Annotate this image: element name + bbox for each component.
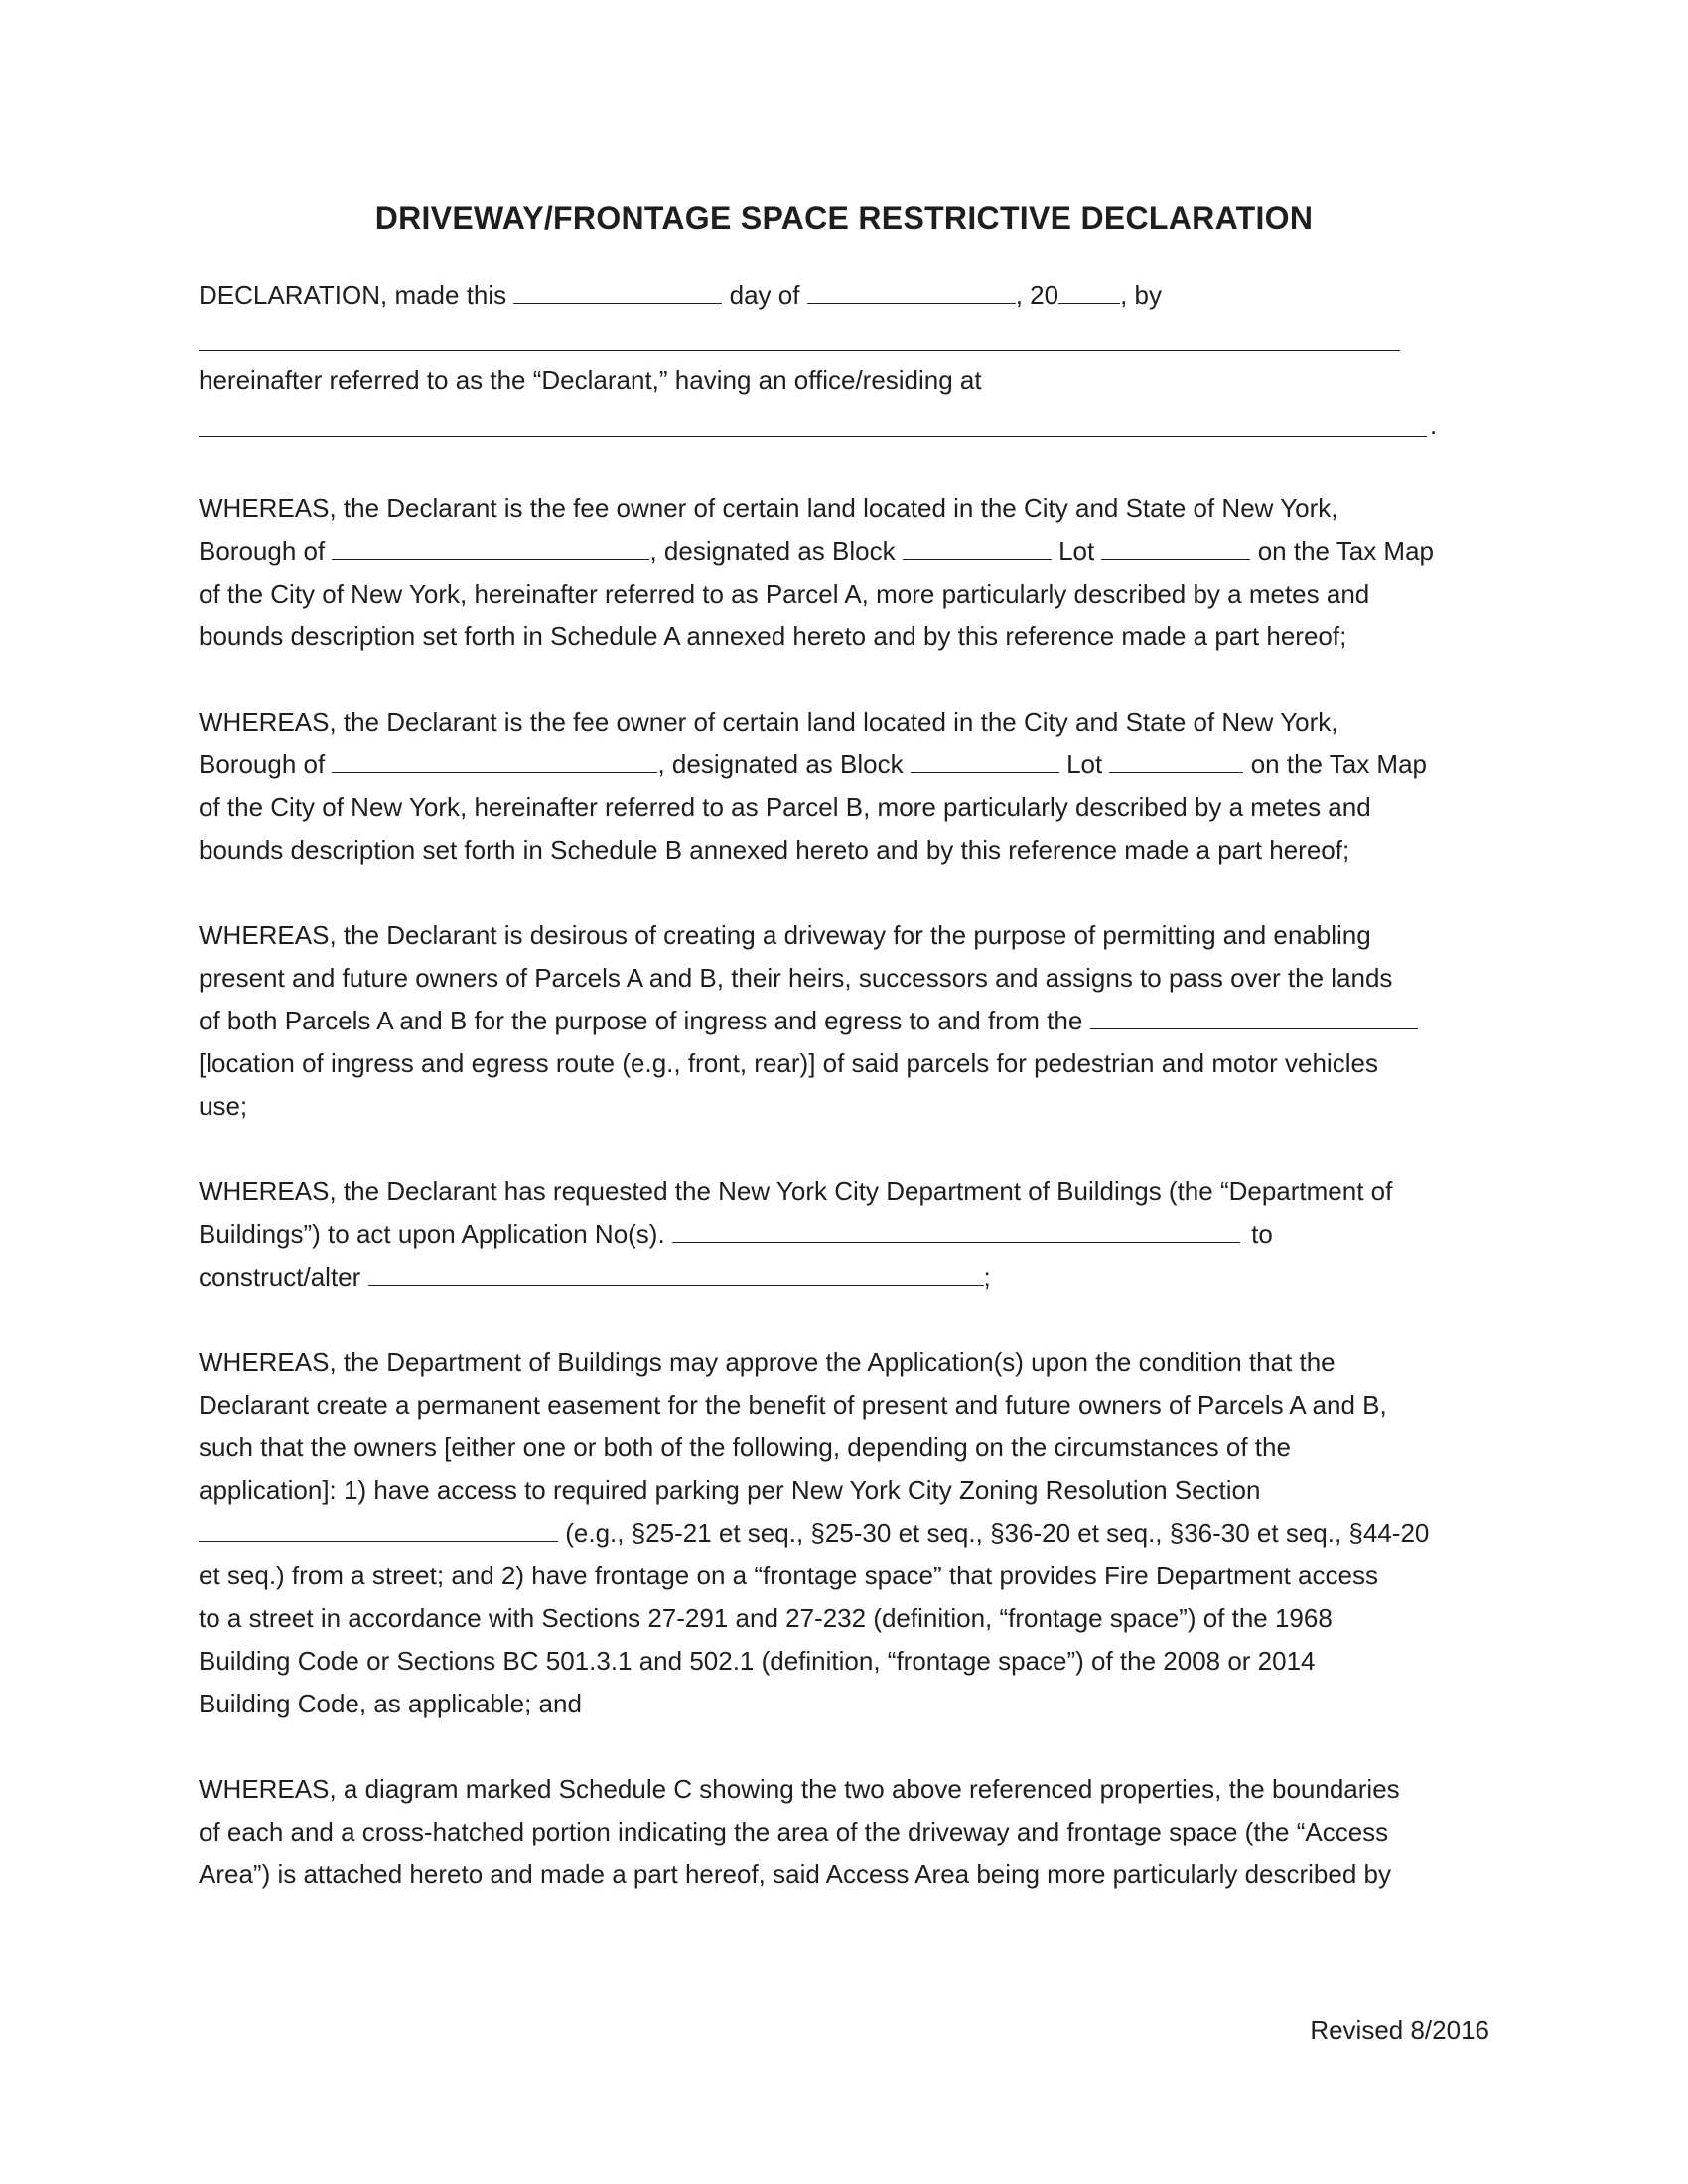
construct-alter-label: construct/alter bbox=[199, 1262, 361, 1292]
month-blank[interactable] bbox=[807, 281, 1016, 304]
application-line-2 bbox=[199, 1213, 1489, 1256]
construct-alter-blank[interactable] bbox=[368, 1263, 984, 1286]
declarant-name-blank[interactable] bbox=[199, 317, 1489, 359]
parcel-b-line-1: WHEREAS, the Declarant is the fee owner of certain land located in the City and State of New York, bbox=[199, 707, 1338, 737]
parcel-b-line-2 bbox=[199, 744, 1489, 786]
parcel-a-tax-map-label: on the Tax Map bbox=[1257, 536, 1435, 566]
approval-line-5-text: (e.g., §25-21 et seq., §25-30 et seq., §36-20 et seq., §36-30 et seq., §44-20 bbox=[565, 1518, 1430, 1548]
approval-line-6: et seq.) from a street; and 2) have frontage on a “frontage space” that provides Fire Department access bbox=[199, 1561, 1378, 1590]
year-blank[interactable] bbox=[1058, 281, 1120, 304]
approval-line-7: to a street in accordance with Sections 27-291 and 27-232 (definition, “frontage space”) of the 1968 bbox=[199, 1603, 1333, 1633]
approval-line-9: Building Code, as applicable; and bbox=[199, 1689, 582, 1718]
intro-day-of: day of bbox=[729, 280, 800, 310]
parcel-a-line-2 bbox=[199, 530, 1489, 573]
application-paragraph bbox=[199, 1170, 1489, 1298]
parcel-b-lot-blank[interactable] bbox=[1109, 751, 1243, 773]
approval-line-4: application]: 1) have access to required parking per New York City Zoning Resolution Section bbox=[199, 1475, 1261, 1505]
approval-line-1: WHEREAS, the Department of Buildings may approve the Application(s) upon the condition that the bbox=[199, 1347, 1336, 1377]
parcel-b-block-blank[interactable] bbox=[911, 751, 1059, 773]
page-title: DRIVEWAY/FRONTAGE SPACE RESTRICTIVE DECLARATION bbox=[374, 201, 1314, 236]
driveway-line-4: [location of ingress and egress route (e.g., front, rear)] of said parcels for pedestrian and motor vehicles bbox=[199, 1048, 1378, 1078]
revision-date: Revised 8/2016 bbox=[1310, 2015, 1489, 2045]
parcel-a-borough-blank[interactable] bbox=[332, 537, 649, 560]
schedule-c-line-1: WHEREAS, a diagram marked Schedule C showing the two above referenced properties, the boundaries bbox=[199, 1774, 1400, 1804]
zoning-section-blank[interactable] bbox=[199, 1519, 558, 1542]
parcel-b-borough-blank[interactable] bbox=[332, 751, 657, 773]
driveway-line-1: WHEREAS, the Declarant is desirous of creating a driveway for the purpose of permitting and enabling bbox=[199, 920, 1371, 950]
parcel-a-line-4: bounds description set forth in Schedule A annexed hereto and by this reference made a part hereof; bbox=[199, 621, 1347, 651]
intro-line-3: hereinafter referred to as the “Declarant,” having an office/residing at bbox=[199, 365, 982, 395]
parcel-a-lot-label: Lot bbox=[1058, 536, 1095, 566]
application-number-blank[interactable] bbox=[672, 1220, 1240, 1243]
parcel-b-line-4: bounds description set forth in Schedule B annexed hereto and by this reference made a part hereof; bbox=[199, 835, 1350, 865]
parcel-b-tax-map-label: on the Tax Map bbox=[1250, 750, 1428, 779]
intro-year-prefix: , 20 bbox=[1015, 280, 1059, 310]
day-blank[interactable] bbox=[513, 281, 722, 304]
parcel-a-line-3: of the City of New York, hereinafter referred to as Parcel A, more particularly described by a metes and bbox=[199, 579, 1370, 609]
application-line-3 bbox=[199, 1256, 1489, 1298]
parcel-a-block-label: , designated as Block bbox=[649, 536, 896, 566]
driveway-paragraph bbox=[199, 914, 1489, 1128]
approval-line-3: such that the owners [either one or both of the following, depending on the circumstances of the bbox=[199, 1433, 1291, 1462]
driveway-line-5: use; bbox=[199, 1091, 248, 1121]
intro-period: . bbox=[1430, 410, 1438, 440]
parcel-b-line-3: of the City of New York, hereinafter referred to as Parcel B, more particularly described by a metes and bbox=[199, 792, 1371, 822]
application-line-1: WHEREAS, the Declarant has requested the New York City Department of Buildings (the “Department of bbox=[199, 1176, 1393, 1206]
application-semicolon: ; bbox=[983, 1262, 991, 1292]
intro-made-this: DECLARATION, made this bbox=[199, 280, 507, 310]
parcel-a-lot-blank[interactable] bbox=[1101, 537, 1250, 560]
parcel-b-block-label: , designated as Block bbox=[657, 750, 904, 779]
schedule-c-paragraph bbox=[199, 1768, 1489, 1896]
driveway-line-2: present and future owners of Parcels A and B, their heirs, successors and assigns to pass over the lands bbox=[199, 963, 1393, 993]
parcel-a-line-1: WHEREAS, the Declarant is the fee owner of certain land located in the City and State of New York, bbox=[199, 493, 1338, 523]
driveway-line-3-text: of both Parcels A and B for the purpose of ingress and egress to and from the bbox=[199, 1006, 1083, 1035]
parcel-b-lot-label: Lot bbox=[1066, 750, 1103, 779]
intro-by: , by bbox=[1120, 280, 1162, 310]
intro-line-1 bbox=[199, 274, 1489, 317]
declarant-address-blank[interactable] bbox=[199, 402, 1489, 445]
application-to-label: to bbox=[1251, 1219, 1273, 1249]
approval-paragraph bbox=[199, 1341, 1489, 1725]
schedule-c-line-2: of each and a cross-hatched portion indicating the area of the driveway and frontage space (the “Access bbox=[199, 1817, 1389, 1846]
parcel-a-block-blank[interactable] bbox=[903, 537, 1052, 560]
approval-line-2: Declarant create a permanent easement for the benefit of present and future owners of Parcels A and B, bbox=[199, 1390, 1387, 1420]
document-page bbox=[199, 199, 1489, 2065]
schedule-c-line-3: Area”) is attached hereto and made a part hereof, said Access Area being more particularly described by bbox=[199, 1859, 1391, 1889]
ingress-location-blank[interactable] bbox=[1090, 1007, 1418, 1029]
approval-line-8: Building Code or Sections BC 501.3.1 and 502.1 (definition, “frontage space”) of the 2008 or 2014 bbox=[199, 1646, 1316, 1676]
parcel-a-paragraph bbox=[199, 487, 1489, 658]
parcel-b-paragraph bbox=[199, 701, 1489, 872]
approval-line-5 bbox=[199, 1512, 1489, 1555]
parcel-b-borough-label: Borough of bbox=[199, 750, 326, 779]
parcel-a-borough-label: Borough of bbox=[199, 536, 326, 566]
driveway-line-3 bbox=[199, 1000, 1489, 1042]
application-number-label: Buildings”) to act upon Application No(s). bbox=[199, 1219, 665, 1249]
